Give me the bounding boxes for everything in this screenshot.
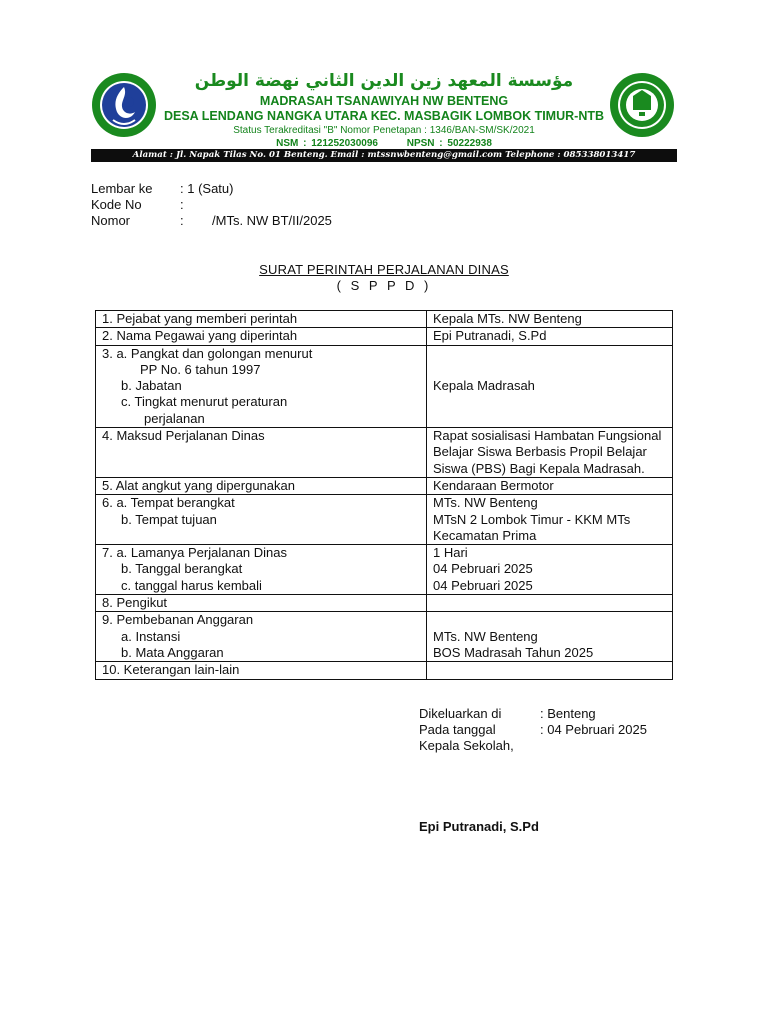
issued-date-value: : 04 Pebruari 2025	[540, 722, 647, 737]
row9-label	[96, 612, 427, 662]
row3-value	[427, 345, 673, 427]
row7-value	[427, 545, 673, 595]
row7-value-a: 1 Hari	[433, 545, 468, 561]
row7-b: b. Tanggal berangkat	[121, 561, 243, 577]
arabic-foundation-name: مؤسسة المعهد زين الدين الثاني نهضة الوطن	[194, 71, 574, 91]
row4-value: Rapat sosialisasi Hambatan Fungsional Belajar Siswa Berbasis Propil Belajar Siswa (PBS) Bagi Kepala Madrasah.	[427, 428, 673, 478]
letterhead	[160, 70, 608, 150]
madrasah-logo-left	[91, 72, 157, 138]
table-row	[96, 311, 673, 328]
row3-value-b: Kepala Madrasah	[433, 378, 535, 394]
row3-c1: c. Tingkat menurut peraturan	[121, 394, 288, 410]
table-row	[96, 662, 673, 679]
nomor-label: Nomor	[91, 213, 131, 228]
contact-bar: Alamat : Jl. Napak Tilas No. 01 Benteng. Email : mtssnwbenteng@gmail.com Telephone : 085338013417	[91, 149, 677, 162]
row6-b: b. Tempat tujuan	[121, 511, 217, 527]
row6-value-b2: Kecamatan Prima	[433, 527, 537, 543]
row6-value	[427, 495, 673, 545]
issued-date-label: Pada tanggal	[419, 722, 496, 737]
row4-label: 4. Maksud Perjalanan Dinas	[96, 428, 427, 478]
row9-title: 9. Pembebanan Anggaran	[102, 612, 254, 628]
row2-value: Epi Putranadi, S.Pd	[427, 328, 673, 345]
row6-value-b1: MTsN 2 Lombok Timur - KKM MTs	[433, 511, 631, 527]
row9-value-b: BOS Madrasah Tahun 2025	[433, 644, 594, 660]
row5-value: Kendaraan Bermotor	[427, 477, 673, 494]
nsm-code: NSM : 121252030096	[276, 138, 378, 149]
signer-position: Kepala Sekolah,	[419, 738, 514, 753]
table-row	[96, 428, 673, 478]
school-address: DESA LENDANG NANGKA UTARA KEC. MASBAGIK LOMBOK TIMUR-NTB	[163, 109, 605, 123]
row9-value	[427, 612, 673, 662]
row6-a: 6. a. Tempat berangkat	[102, 495, 235, 511]
nahdlatul-wathan-logo-right	[609, 72, 675, 138]
row6-value-a: MTs. NW Benteng	[433, 495, 538, 511]
row8-label: 8. Pengikut	[96, 595, 427, 612]
issued-at-value: : Benteng	[540, 706, 596, 721]
row9-value-a: MTs. NW Benteng	[433, 628, 538, 644]
table-row	[96, 328, 673, 345]
row3-label	[96, 345, 427, 427]
issued-at-label: Dikeluarkan di	[419, 706, 502, 721]
kode-row	[91, 197, 332, 213]
row6-label	[96, 495, 427, 545]
table-row	[96, 345, 673, 427]
table-row	[96, 477, 673, 494]
row9-b: b. Mata Anggaran	[121, 644, 224, 660]
kode-value: :	[180, 197, 184, 212]
nomor-row	[91, 213, 332, 229]
lembar-value: : 1 (Satu)	[180, 181, 234, 196]
signer-name: Epi Putranadi, S.Pd	[419, 819, 539, 834]
row9-a: a. Instansi	[121, 628, 181, 644]
document-title	[91, 262, 677, 294]
row7-label	[96, 545, 427, 595]
school-name: MADRASAH TSANAWIYAH NW BENTENG	[259, 94, 509, 108]
table-row	[96, 612, 673, 662]
row8-value	[427, 595, 673, 612]
table-row	[96, 545, 673, 595]
accreditation-status: Status Terakreditasi "B" Nomor Penetapan : 1346/BAN-SM/SK/2021	[233, 125, 535, 136]
sppd-table	[95, 310, 673, 680]
row1-value: Kepala MTs. NW Benteng	[427, 311, 673, 328]
row7-a: 7. a. Lamanya Perjalanan Dinas	[102, 545, 288, 561]
row5-label: 5. Alat angkut yang dipergunakan	[96, 477, 427, 494]
title-main: SURAT PERINTAH PERJALANAN DINAS	[259, 262, 509, 277]
lembar-row	[91, 181, 332, 197]
issued-date-row	[419, 722, 647, 738]
row7-value-c: 04 Pebruari 2025	[433, 577, 533, 593]
signature-block	[419, 706, 647, 754]
table-row	[96, 595, 673, 612]
row7-value-b: 04 Pebruari 2025	[433, 561, 533, 577]
row1-label: 1. Pejabat yang memberi perintah	[96, 311, 427, 328]
nomor-value: /MTs. NW BT/II/2025	[212, 213, 332, 228]
row3-b: b. Jabatan	[121, 378, 182, 394]
table-row	[96, 495, 673, 545]
nomor-colon: :	[180, 213, 184, 228]
kode-label: Kode No	[91, 197, 142, 212]
row3-a2: PP No. 6 tahun 1997	[140, 361, 261, 377]
issued-at-row	[419, 706, 647, 722]
row3-a1: 3. a. Pangkat dan golongan menurut	[102, 345, 313, 361]
title-sub: ( S P P D )	[336, 278, 432, 293]
letter-meta	[91, 181, 332, 229]
row7-c: c. tanggal harus kembali	[121, 577, 262, 593]
row2-label: 2. Nama Pegawai yang diperintah	[96, 328, 427, 345]
lembar-label: Lembar ke	[91, 181, 153, 196]
row3-c2: perjalanan	[144, 410, 205, 426]
row10-label: 10. Keterangan lain-lain	[96, 662, 427, 679]
row10-value	[427, 662, 673, 679]
npsn-code: NPSN : 50222938	[406, 138, 492, 149]
